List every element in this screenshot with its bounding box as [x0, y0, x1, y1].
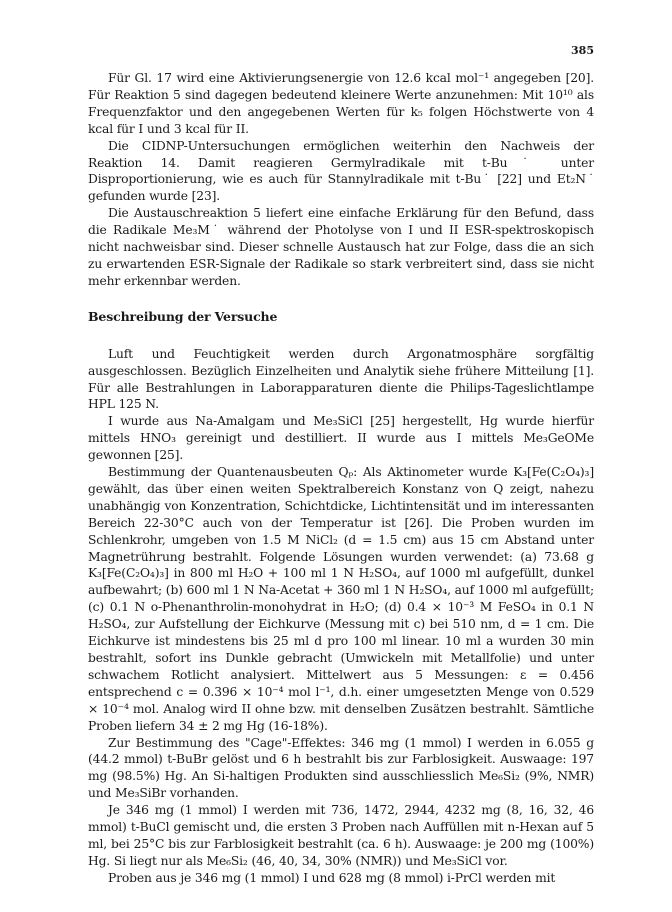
body-text	[88, 70, 594, 887]
paragraph-cidnp: Die CIDNP-Untersuchungen ermöglichen weiterhin den Nachweis der Reaktion 14. Damit reagieren Germylradikale mit t-Bu˙ unter Disproportionierung, wie es auch für Stannylradikale mit t-Bu˙ [22] und Et₂N˙ gefunden wurde [23].	[88, 138, 594, 204]
paragraph-preparation: I wurde aus Na-Amalgam und Me₃SiCl [25] hergestellt, Hg wurde hierfür mittels HNO₃ gereinigt und destilliert. II wurde aus I mittels Me₃GeOMe gewonnen [25].	[88, 414, 594, 463]
paragraph-iprcl: Proben aus je 346 mg (1 mmol) I und 628 mg (8 mmol) i-PrCl werden mit	[108, 870, 556, 885]
paragraph-exchange-reaction: Die Austauschreaktion 5 liefert eine einfache Erklärung für den Befund, dass die Radikale Me₃M˙ während der Photolyse von I und II ESR-spektroskopisch nicht nachweisbar sind. Dieser schnelle Austausch hat zur Folge, dass die an sich zu erwartenden ESR-Signale der Radikale so stark verbreitert sind, dass sie nicht mehr erkennbar werden.	[88, 206, 594, 288]
paragraph-activation-energy: Für Gl. 17 wird eine Aktivierungsenergie von 12.6 kcal mol⁻¹ angegeben [20]. Für Reaktion 5 sind dagegen bedeutend kleinere Werte anzunehmen: Mit 10¹⁰ als Frequenzfaktor und den angegebenen Werten für k₅ folgen Höchstwerte von 4 kcal für I und 3 kcal für II.	[88, 71, 594, 136]
page-number: 385	[571, 44, 594, 57]
paragraph-atmosphere: Luft und Feuchtigkeit werden durch Argonatmosphäre sorgfältig ausgeschlossen. Bezüglich Einzelheiten und Analytik siehe frühere Mitteilung [1]. Für alle Bestrahlungen in Laborapparaturen diente die Philips-Tageslichtlampe HPL 125 N.	[88, 346, 594, 412]
paragraph-cage-effect: Zur Bestimmung des "Cage"-Effektes: 346 mg (1 mmol) I werden in 6.055 g (44.2 mmol) t-BuBr gelöst und 6 h bestrahlt bis zur Farblosigkeit. Auswaage: 197 mg (98.5%) Hg. An Si-haltigen Produkten sind ausschliesslich Me₆Si₂ (9%, NMR) und Me₃SiBr vorhanden.	[88, 735, 594, 801]
paragraph-tbucl-series: Je 346 mg (1 mmol) I werden mit 736, 1472, 2944, 4232 mg (8, 16, 32, 46 mmol) t-BuCl gemischt und, die ersten 3 Proben nach Auffüllen mit n-Hexan auf 5 ml, bei 25°C bis zur Farblosigkeit bestrahlt (ca. 6 h). Auswaage: je 200 mg (100%) Hg. Si liegt nur als Me₆Si₂ (46, 40, 34, 30% (NMR)) und Me₃SiCl vor.	[88, 803, 594, 868]
section-heading: Beschreibung der Versuche	[88, 308, 278, 324]
paragraph-quantum-yield: Bestimmung der Quantenausbeuten Qₚ: Als Aktinometer wurde K₃[Fe(C₂O₄)₃] gewählt, das über einen weiten Spektralbereich Konstanz von Q zeigt, nahezu unabhängig von Konzentration, Schichtdicke, Lichtintensität und im interessanten Bereich 22-30°C auch von der Temperatur ist [26]. Die Proben wurden im Schlenkrohr, umgeben von 1.5 M NiCl₂ (d = 1.5 cm) aus 15 cm Abstand unter Magnetrührung bestrahlt. Folgende Lösungen wurden verwendet: (a) 73.68 g K₃[Fe(C₂O₄)₃] in 800 ml H₂O + 100 ml 1 N H₂SO₄, auf 1000 ml aufgefüllt, dunkel aufbewahrt; (b) 600 ml 1 N Na-Acetat + 360 ml 1 N H₂SO₄, auf 1000 ml aufgefüllt; (c) 0.1 N o-Phenanthrolin-monohydrat in H₂O; (d) 0.4 × 10⁻³ M FeSO₄ in 0.1 N H₂SO₄, zur Aufstellung der Eichkurve (Messung mit c) bei 510 nm, d = 1 cm. Die Eichkurve ist mindestens bis 25 ml d pro 100 ml linear. 10 ml a wurden 30 min bestrahlt, sofort ins Dunkle gebracht (Umwickeln mit Metallfolie) und unter schwachem Rotlicht analysiert. Mittelwert aus 5 Messungen: ε = 0.456 entsprechend c = 0.396 × 10⁻⁴ mol l⁻¹, d.h. einer umgesetzten Menge von 0.529 × 10⁻⁴ mol. Analog wird II ohne bzw. mit denselben Zusätzen bestrahlt. Sämtliche Proben liefern 34 ± 2 mg Hg (16-18%).	[88, 465, 594, 733]
